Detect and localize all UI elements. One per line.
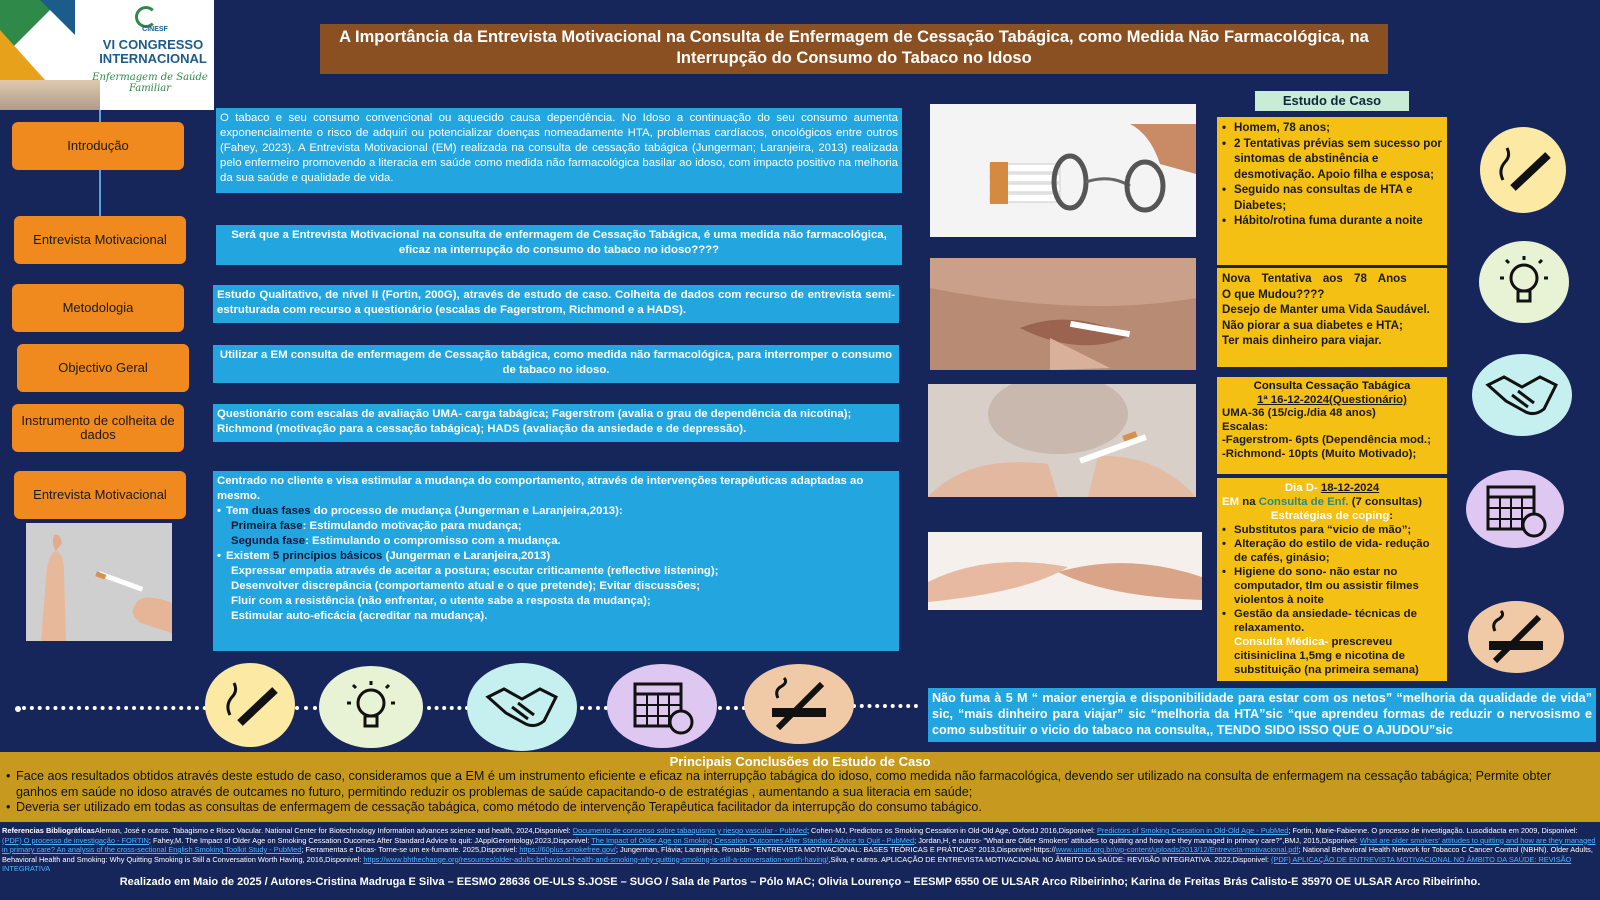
case-fagerstrom: -Fagerstrom- 6pts (Dependência mod.; [1222, 434, 1431, 446]
case-coping-item: • Substitutos para “vicio de mão”; [1222, 523, 1442, 537]
footer-authors: Realizado em Maio de 2025 / Autores-Cristina Madruga E Silva – EESMO 28636 OE-ULS S.JOSE – SUGO / Sala de Partos – Pólo MAC; Olivia Lourenço – EESMP 6550 OE ULSAR Arco Ribeirinho; Karina de Freitas Brás Calisto-E 35970 OE ULSAR Arco Ribeirinho. [119, 876, 1481, 888]
ref-link-8[interactable]: https://www.bhthechange.org/resources/older-adults-behavioral-health-and-smoking-why-quitting-smoking-is-still-a-conversation-worth-having/ [363, 854, 829, 864]
timeline-dots-1 [22, 706, 207, 710]
calendar-clock-icon [1466, 470, 1564, 548]
nav-introducao[interactable]: Introdução [12, 122, 184, 170]
nav-entrevista-motivacional[interactable]: Entrevista Motivacional [14, 216, 186, 264]
case-patient-item: • Homem, 78 anos; [1222, 120, 1442, 136]
conclusions-box [0, 752, 1600, 822]
photo-hand-refusing-cigarette [26, 523, 172, 641]
methodology-box: Estudo Qualitativo, de nível II (Fortin, 200G), através de estudo de caso. Colheita de dados com recurso de entrevista semi- estruturada com recurso a questionário (escalas de Fagerstrom, Richmond e a HADS). [213, 285, 899, 323]
logo-event: VI CONGRESSO INTERNACIONAL [99, 37, 207, 66]
nav-entrevista-motivacional-2[interactable]: Entrevista Motivacional [14, 471, 186, 519]
case-day-d-box [1217, 478, 1447, 681]
case-patient-box [1217, 117, 1447, 265]
logo-tagline: Enfermagem de Saúde Familiar [92, 72, 208, 94]
ref-link-9[interactable]: (PDF) APLICAÇÃO DE ENTREVISTA MOTIVACIONAL NO ÂMBITO DA SAÚDE: REVISÃO INTEGRATIVA [2, 854, 1572, 872]
case-coping-item: • Alteração do estilo de vida- redução de cafés, ginásio; [1222, 537, 1442, 565]
instrument-box: Questionário com escalas de avaliação UMA- carga tabágica; Fagerstrom (avalia o grau de dependência da nicotina); Richmond (motivação para a cessação tabágica); HADS (avaliação da ansiedade e de depressão). [213, 404, 899, 442]
ref-link-2[interactable]: Predictors of Smoking Cessation in Old-Old Age - PubMed [1096, 826, 1289, 835]
photo-holding-hands [928, 532, 1202, 610]
ref-link-3[interactable]: (PDF) O processo de investigação - FORTIN [2, 835, 149, 845]
timeline-dots-2 [295, 706, 317, 710]
ref-link-7[interactable]: www.uniad.org.br/wp-content/uploads/2013/12/Entrevista-motivacional.pdf [1055, 845, 1299, 854]
em-intro: Centrado no cliente e visa estimular a mudança do comportamento, através de intervenções terapêuticas adaptadas ao mesmo. [217, 475, 864, 502]
timeline-calendar-clock-icon [607, 664, 717, 748]
poster-title: A Importância da Entrevista Motivacional na Consulta de Enfermagem de Cessação Tabágica, como Medida Não Farmacológica, na Interrupção do Consumo do Tabaco no Idoso [320, 24, 1388, 74]
case-scales: Escalas: [1222, 420, 1269, 433]
references: Referencias BibliográficasAleman, José e outros. Tabagismo e Risco Vacular. National Center for Biotechnology Information advances science and health, 2024,Disponivel: Documento de consenso sobre tabaquismo y riesgo vascular - PubMed; Cohen-MJ, Predictors os Smoking Cessation in Old-Old Age, OxfordJ 2016,Disponivel: Predictors of Smoking Cessation in Old-Old Age - PubMed; Fortin, Marie-Fabienne. O processo de investigação. Lusodidacta em 2009, Disponivel: (PDF) O processo de investigação - FORTIN; Fahey,M. The Impact of Older Age on Smoking Cessation Oucomes After Standard Advice to quit: JApplGerontology,2023,Disponivel: The Impact of Older Age on Smoking Cessation Outcomes After Standard Advice to Quit - PubMed; Jordan,H, e outros- "What are Older Smokers' attitudes to quitting and how are they managed in primary care?",BMJ, 2015,Disponivel: What are older smokers' attitudes to quitting and how are they managed in primary care? An analysis of the cross-sectional English Smoking Toolkit Study - PubMed; Ferramentas e Dicas- Torne-se um ex-fumante. 2025,Disponivel: https://60plus.smokefree.gov/; Jungerman, Flávia; Laranjeira, Ronaldo- "ENTREVISTA MOTIVACIONAL: BASES TEÓRICAS E PRÁTICAS" 2013,Disponivel-https://www.uniad.org.br/wp-content/uploads/2013/12/Entrevista-motivacional.pdf; National Behavioral Health Network for Tobacco C Cancer Control (NBHN). Older Adults, Behavioral Health and Smoking: Why Quitting Smoking is Still a Conversation Worth Having, 2016,Disponivel: https://www.bhthechange.org/resources/older-adults-behavioral-health-and-smoking-why-quitting-smoking-is-still-a-conversation-worth-having/,Silva, e outros. APLICAÇÃO DE ENTREVISTA MOTIVACIONAL NO ÂMBITO DA SAÚDE: REVISÃO INTEGRATIVA. 2022,Disponivel: (PDF) APLICAÇÃO DE ENTREVISTA MOTIVACIONAL NO ÂMBITO DA SAÚDE: REVISÃO INTEGRATIVA [2, 826, 1596, 872]
timeline-dots-3 [427, 706, 469, 710]
conclusion-2: • Deveria ser utilizado em todas as consultas de enfermagem de cessação tabágica, como método de intervenção Terapêutica facilitador da interrupção do consumo tabágico. [6, 800, 1594, 816]
photo-handcuffed-cigarettes [930, 104, 1196, 237]
em-principle-1: Expressar empatia através de aceitar a postura; escutar criticamente (reflective listening); [231, 565, 719, 577]
lightbulb-icon [1479, 241, 1569, 323]
timeline-lightbulb-icon [319, 666, 423, 748]
timeline-dots-4 [580, 706, 608, 710]
case-first-consult-title: Consulta Cessação Tabágica [1253, 380, 1411, 392]
intro-box: O tabaco e seu consumo convencional ou aquecido causa dependência. No Idoso a continuação do seu consumo aumenta exponencialmente o risco de adquiri ou potencializar doenças nomeadamente HTA, problemas cardíacos, oncológicos entre outros (Fahey, 2023). A Entrevista Motivacional (EM) realizada na consulta de cessação tabágica (Jungerman; Laranjeira, 2013) realizada pelo enfermeiro promovendo a literacia em saúde como medida não farmacológica basilar ao idoso, com impacto positivo na melhoria da sua saúde e qualidade de vida. [216, 108, 902, 193]
case-desire: Desejo de Manter uma Vida Saudável. [1222, 303, 1430, 316]
ref-link-4[interactable]: The Impact of Older Age on Smoking Cessation Outcomes After Standard Advice to Quit - PubMed [591, 835, 915, 845]
case-first-consult-date: 1ª 16-12-2024(Questionário) [1257, 393, 1407, 406]
case-medical: Consulta Médica- prescreveu citisiniclina 1,5mg e nicotina de substituição (na primeira semana) [1234, 636, 1419, 676]
ref-link-1[interactable]: Documento de consenso sobre tabaquismo y riesgo vascular - PubMed [572, 826, 807, 835]
case-new-attempt-box [1217, 268, 1447, 367]
case-uma: UMA-36 (15/cig./dia 48 anos) [1222, 407, 1376, 419]
ref-link-5[interactable]: What are older smokers' attitudes to quitting and how are they managed in primary care? An analysis of the cross-sectional English Smoking Toolkit Study - PubMed [2, 835, 1596, 854]
case-coping-title: Estratégias de coping: [1270, 510, 1394, 522]
conclusions-title: Principais Conclusões do Estudo de Caso [669, 754, 931, 769]
no-smoking-icon [1468, 601, 1564, 673]
nav-objectivo-geral[interactable]: Objectivo Geral [17, 344, 189, 392]
case-coping-list [1222, 523, 1442, 635]
case-money: Ter mais dinheiro para viajar. [1222, 334, 1382, 347]
ref-link-6[interactable]: https://60plus.smokefree.gov/ [519, 845, 616, 854]
case-day-d: Dia D- 18-12-2024 [1284, 482, 1380, 494]
cigarette-ban-icon [1480, 127, 1566, 213]
case-study-title: Estudo de Caso [1255, 91, 1409, 111]
case-coping-item: • Gestão da ansiedade- técnicas de relaxamento. [1222, 607, 1442, 635]
em-phases: • Tem duas fases do processo de mudança (Jungerman e Laranjeira,2013): [217, 504, 895, 519]
logo-org: CINESF [142, 26, 168, 33]
objective-box: Utilizar a EM consulta de enfermagem de Cessação tabágica, como medida não farmacológica, para interromper o consumo de tabaco no idoso. [213, 345, 899, 383]
case-richmond: -Richmond- 10pts (Muito Motivado); [1222, 447, 1417, 460]
timeline-handshake-icon [467, 663, 577, 751]
timeline-dots-5 [718, 706, 746, 710]
case-diabetes: Não piorar a sua diabetes e HTA; [1222, 318, 1403, 332]
research-question-box: Será que a Entrevista Motivacional na consulta de enfermagem de Cessação Tabágica, é uma medida não farmacológica, eficaz na interrupção do consumo do tabaco no idoso???? [216, 225, 902, 265]
em-principle-2: Desenvolver discrepância (comportamento atual e o que pretende); Evitar discussões; [231, 580, 701, 592]
handshake-icon [1472, 354, 1572, 436]
nav-metodologia[interactable]: Metodologia [12, 284, 184, 332]
timeline-start-dot [15, 706, 21, 712]
case-what-changed: O que Mudou???? [1222, 287, 1325, 301]
congress-logo [0, 0, 214, 110]
case-first-consult-box [1217, 377, 1447, 474]
motivational-interview-box [213, 471, 899, 651]
timeline-dots-6 [852, 704, 918, 708]
result-box: Não fuma à 5 M “ maior energia e disponibilidade para estar com os netos” “melhoria da qualidade de vida” sic, “mais dinheiro para viajar” sic “melhoria da HTA”sic “que aprendeu formas de reduzir o nervosismo e como substituir o vicio do tabaco na consulta,, TENDO SIDO ISSO QUE O AJUDOU”sic [928, 688, 1596, 742]
photo-breaking-cigarette [928, 384, 1196, 497]
case-patient-item: • Seguido nas consultas de HTA e Diabetes; [1222, 182, 1442, 213]
timeline-no-smoking-icon [744, 664, 854, 744]
case-new-attempt: Nova Tentativa aos 78 Anos [1222, 272, 1407, 285]
photo-elderly-smoking [930, 258, 1196, 370]
em-principle-4: Estimular auto-eficácia (acreditar na mudança). [231, 610, 488, 622]
case-coping-item: • Higiene do sono- não estar no computador, tlm ou assistir filmes violentos à noite [1222, 565, 1442, 607]
case-patient-item: • Hábito/rotina fuma durante a noite [1222, 213, 1442, 229]
nav-instrumento[interactable]: Instrumento de colheita de dados [12, 404, 184, 452]
em-phase-1: Primeira fase: Estimulando motivação para mudança; [231, 520, 522, 532]
em-principles: • Existem 5 princípios básicos (Jungerman e Laranjeira,2013) [217, 549, 895, 564]
case-patient-list [1222, 120, 1442, 229]
em-principle-3: Fluir com a resistência (não enfrentar, o utente sabe a resposta da mudança); [231, 595, 651, 607]
timeline-cigarette-ban-icon [205, 663, 295, 747]
em-phase-2: Segunda fase: Estimulando o compromisso com a mudança. [231, 535, 561, 547]
case-em-consult: EM na Consulta de Enf. (7 consultas) [1222, 496, 1423, 508]
conclusion-1: • Face aos resultados obtidos através deste estudo de caso, consideramos que a EM é um instrumento eficiente e eficaz na interrupção tabágica do idoso, como medida não farmacológica, devendo ser utilizado na consulta de enfermagem na cessação tabágica; Permite obter ganhos em saúde no idoso através de outcames no futuro, permitindo reduzir os problemas de saúde capacitando-o de estratégias , aumentando a sua literacia em saúde; [6, 769, 1594, 800]
case-patient-item: • 2 Tentativas prévias sem sucesso por sintomas de abstinência e desmotivação. Apoio filha e esposa; [1222, 136, 1442, 183]
